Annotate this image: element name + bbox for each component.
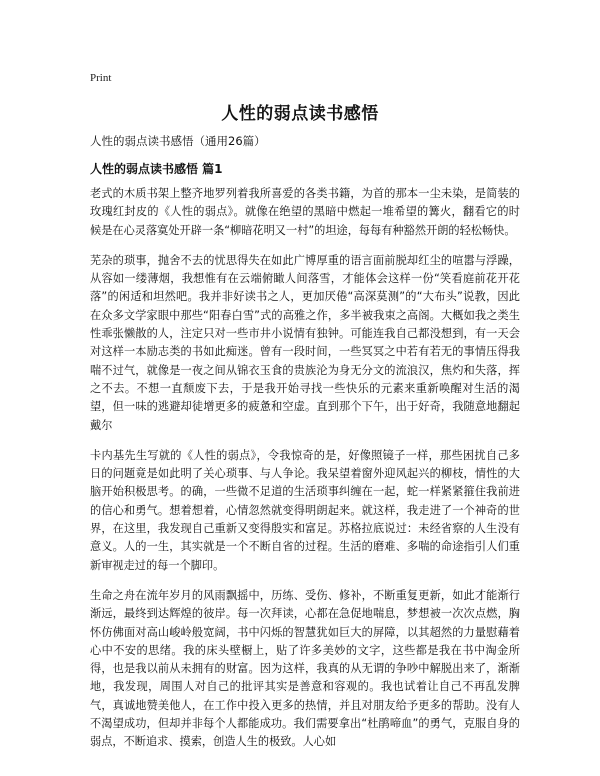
paragraph-4: 生命之舟在流年岁月的风雨飘摇中，历练、受伤、修补，不断重复更新，如此才能渐行渐远，最终到达辉煌的彼岸。每一次拜读，心都在急促地喘息，梦想被一次次点燃，胸怀仿佛面对高山峻岭般宽阔，书中闪烁的智慧犹如巨大的屏障，以其超然的力量慰藉着心中不安的思绪。我的床头壁橱上，贴了许多美妙的文字，这些都是我在书中淘金所得，也是我以前从未拥有的财富。因为这样，我真的从无谓的争吵中解脱出来了，渐渐地，我发现，周围人对自己的批评其实是善意和容观的。我也试着让自己不再乱发脾气，真诚地赞美他人，在工作中投入更多的热情，并且对朋友给予更多的帮助。没有人不渴望成功，但却并非每个人都能成功。我们需要拿出“杜鹃啼血”的勇气，克服自身的弱点，不断追求、摸索，创造人生的极致。人心如 [90, 588, 520, 749]
document-title: 人性的弱点读书感悟 [221, 104, 379, 124]
paragraph-3: 卡内基先生写就的《人性的弱点》，令我惊奇的是，好像照镜子一样，那些困扰自己多日的问题竟是如此明了关心琐事、与人争论。我呆望着窗外迎风起兴的柳枝，情性的大脑开始积极思考。的确，一些微不足道的生活琐事纠缠在一起，蛇一样紧紧箍住我前进的信心和勇气。想着想着，心情忽然就变得明朗起来。就这样，我走进了一个神奇的世界，在这里，我发现自己重新又变得殷实和富足。苏格拉底说过：未经省察的人生没有意义。人的一生，其实就是一个不断自省的过程。生活的磨难、多喘的命途指引人们重新审视走过的每一个脚印。 [90, 448, 520, 572]
paragraph-2: 芜杂的琐事，抛舍不去的忧思得失在如此广博厚重的语言面前脱却红尘的喧嚣与浮躁，从容如一缕薄烟，我想惟有在云端俯瞰人间落雪，才能体会这样一份“笑看庭前花开花落”的闲适和坦然吧。我并非好读书之人，更加厌倦“高深莫测”的“大布头”说教，因此在众多文学家眼中那些“阳春白雪”式的高雅之作，多半被我束之高阁。大概如我之类生性乖张懒散的人，注定只对一些市井小说情有独钟。可能连我自己都没想到，有一天会对这样一本励志类的书如此痴迷。曾有一段时间，一些冥冥之中若有若无的事情压得我喘不过气，就像是一夜之间从锦衣玉食的贵族沦为身无分文的流浪汉，焦灼和失落，挥之不去。不想一直颓废下去，于是我开始寻找一些快乐的元素来重新唤醒对生活的渴望，但一味的逃避却徒增更多的疲惫和空虚。直到那个下午，出于好奇，我随意地翻起戴尔 [90, 253, 520, 432]
print-label[interactable]: Print [90, 72, 112, 84]
section-heading: 人性的弱点读书感悟 篇1 [90, 162, 223, 176]
article-body [90, 185, 520, 765]
paragraph-1: 老式的木质书架上整齐地罗列着我所喜爱的各类书籍，为首的那本一尘未染，是简装的玫瑰红封皮的《人性的弱点》。就像在绝望的黑暗中燃起一堆希望的篝火，翻看它的时候是在心灵落寞处开辟一条“柳暗花明又一村”的坦途，每每有种豁然开朗的轻松畅快。 [90, 187, 520, 237]
document-subtitle: 人性的弱点读书感悟（通用26篇） [90, 134, 266, 148]
